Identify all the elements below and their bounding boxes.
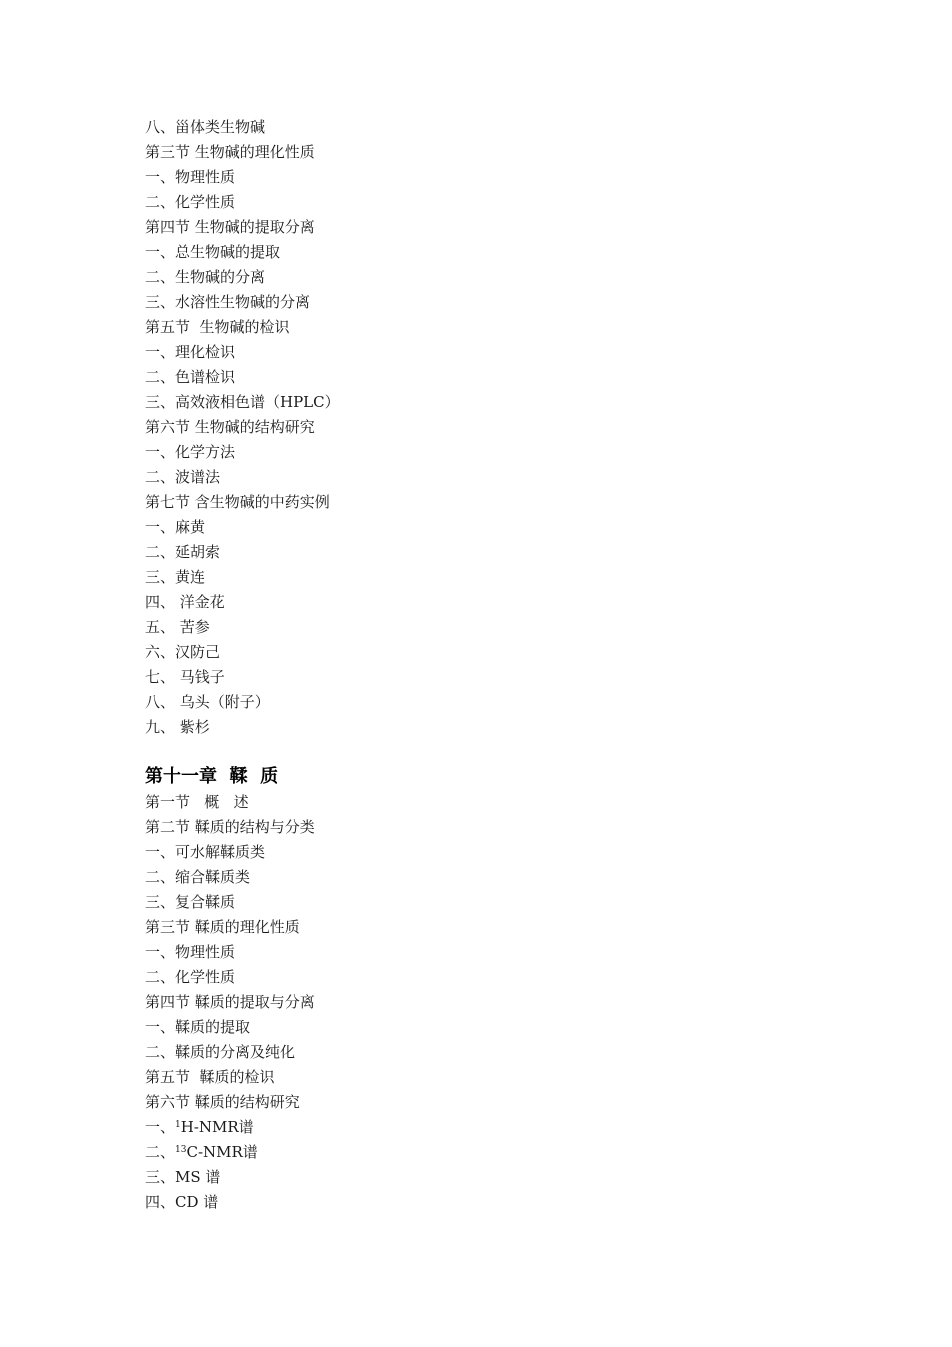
entry-text: H-NMR谱	[180, 1118, 254, 1136]
toc-entry: 三、黄连	[145, 568, 206, 586]
isotope-superscript: 13	[175, 1145, 187, 1155]
toc-entry: 第三节 鞣质的理化性质	[145, 918, 300, 936]
toc-entry: 四、CD 谱	[145, 1193, 219, 1211]
toc-entry: 五、 苦参	[145, 618, 210, 636]
toc-entry: 三、高效液相色谱（HPLC）	[145, 393, 340, 411]
toc-entry: 三、MS 谱	[145, 1168, 221, 1186]
toc-entry: 三、复合鞣质	[145, 893, 236, 911]
toc-entry: 第一节 概 述	[145, 793, 249, 811]
toc-entry: 二、生物碱的分离	[145, 268, 266, 286]
toc-entry: 二、缩合鞣质类	[145, 868, 251, 886]
toc-entry: 三、水溶性生物碱的分离	[145, 293, 311, 311]
toc-entry: 二、色谱检识	[145, 368, 236, 386]
isotope-superscript: 1	[175, 1120, 181, 1130]
toc-entry: 二、化学性质	[145, 968, 236, 986]
toc-entry: 一、鞣质的提取	[145, 1018, 251, 1036]
toc-page	[145, 115, 845, 1215]
entry-prefix: 二、	[145, 1143, 176, 1161]
toc-entry: 一、麻黄	[145, 518, 206, 536]
toc-entry: 八、 乌头（附子）	[145, 693, 270, 711]
toc-entry: 一、总生物碱的提取	[145, 243, 281, 261]
toc-section-alkaloids	[145, 115, 845, 740]
toc-entry: 第四节 鞣质的提取与分离	[145, 993, 315, 1011]
toc-entry: 第六节 生物碱的结构研究	[145, 418, 315, 436]
toc-entry: 第三节 生物碱的理化性质	[145, 143, 315, 161]
toc-entry: 二、鞣质的分离及纯化	[145, 1043, 296, 1061]
toc-section-tannins	[145, 790, 845, 1215]
entry-prefix: 一、	[145, 1118, 176, 1136]
toc-entry: 二、延胡索	[145, 543, 221, 561]
toc-entry: 一、理化检识	[145, 343, 236, 361]
toc-entry: 第五节 鞣质的检识	[145, 1068, 275, 1086]
toc-entry: 一、物理性质	[145, 168, 236, 186]
toc-entry: 第六节 鞣质的结构研究	[145, 1093, 300, 1111]
toc-entry-c-nmr	[145, 1140, 845, 1165]
toc-entry: 第七节 含生物碱的中药实例	[145, 493, 330, 511]
toc-entry: 第四节 生物碱的提取分离	[145, 218, 315, 236]
toc-entry: 六、汉防己	[145, 643, 221, 661]
toc-entry: 一、可水解鞣质类	[145, 843, 266, 861]
entry-text: C-NMR谱	[186, 1143, 258, 1161]
toc-entry: 八、甾体类生物碱	[145, 118, 266, 136]
toc-entry: 二、波谱法	[145, 468, 221, 486]
toc-entry: 一、化学方法	[145, 443, 236, 461]
toc-entry: 九、 紫杉	[145, 718, 210, 736]
toc-entry-h-nmr	[145, 1115, 845, 1140]
toc-entry: 第五节 生物碱的检识	[145, 318, 290, 336]
toc-entry: 七、 马钱子	[145, 668, 225, 686]
chapter-title: 第十一章 鞣 质	[145, 766, 279, 787]
toc-entry: 二、化学性质	[145, 193, 236, 211]
toc-entry: 第二节 鞣质的结构与分类	[145, 818, 315, 836]
toc-entry: 一、物理性质	[145, 943, 236, 961]
toc-entry: 四、 洋金花	[145, 593, 225, 611]
